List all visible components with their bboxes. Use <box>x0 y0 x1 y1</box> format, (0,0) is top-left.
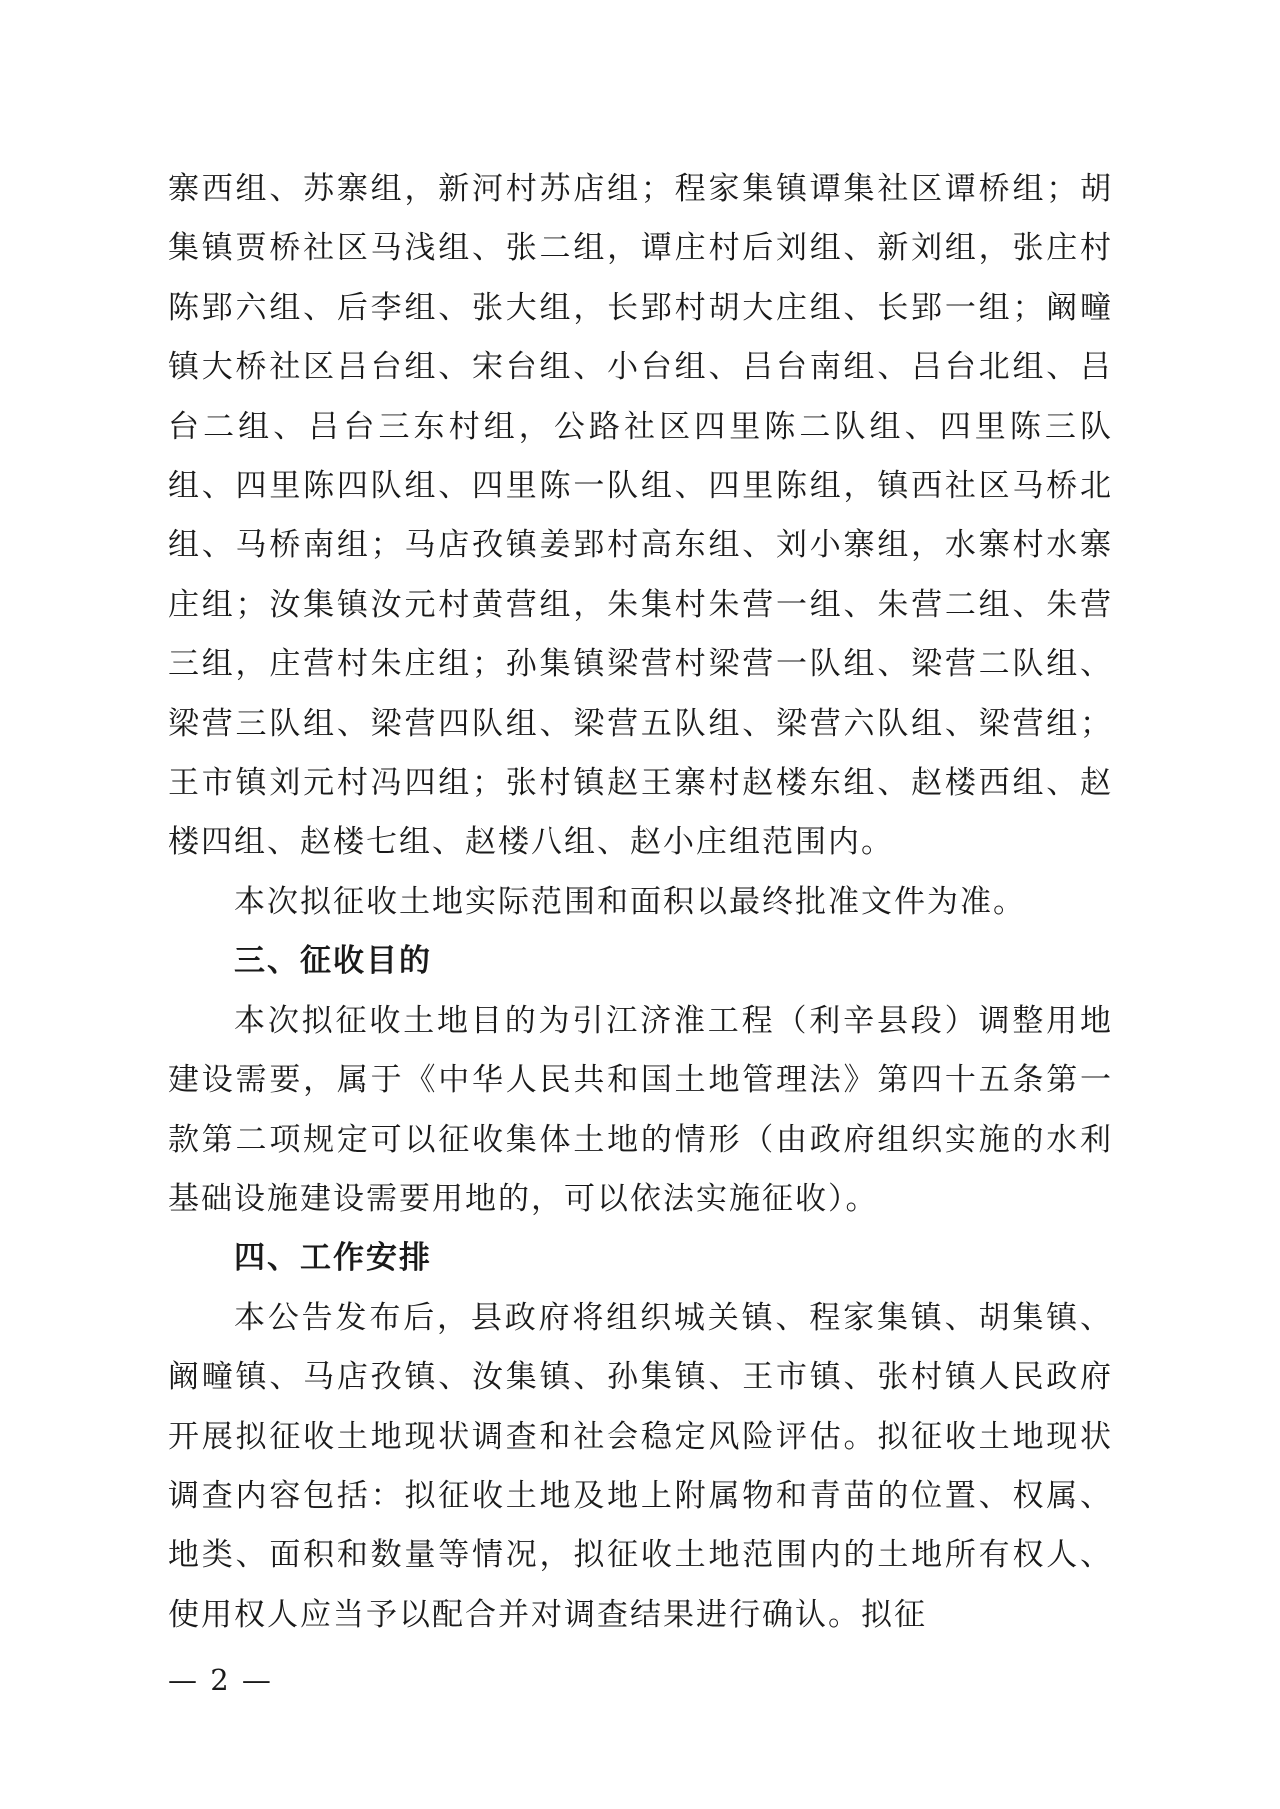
paragraph-scope-continued: 寨西组、苏寨组，新河村苏店组；程家集镇谭集社区谭桥组；胡集镇贾桥社区马浅组、张二组，谭庄村后刘组、新刘组，张庄村陈郢六组、后李组、张大组，长郢村胡大庄组、长郢一组；阚疃镇大桥社区吕台组、宋台组、小台组、吕台南组、吕台北组、吕台二组、吕台三东村组，公路社区四里陈二队组、四里陈三队组、四里陈四队组、四里陈一队组、四里陈组，镇西社区马桥北组、马桥南组；马店孜镇姜郢村高东组、刘小寨组，水寨村水寨庄组；汝集镇汝元村黄营组，朱集村朱营一组、朱营二组、朱营三组，庄营村朱庄组；孙集镇梁营村梁营一队组、梁营二队组、梁营三队组、梁营四队组、梁营五队组、梁营六队组、梁营组；王市镇刘元村冯四组；张村镇赵王寨村赵楼东组、赵楼西组、赵楼四组、赵楼七组、赵楼八组、赵小庄组范围内。 <box>168 171 1113 861</box>
page-number: — 2 — <box>168 1663 273 1697</box>
section-heading-work-arrangement: 四、工作安排 <box>234 1240 432 1277</box>
document-body <box>168 160 1113 1645</box>
paragraph-work-arrangement: 本公告发布后，县政府将组织城关镇、程家集镇、胡集镇、阚疃镇、马店孜镇、汝集镇、孙集镇、王市镇、张村镇人民政府开展拟征收土地现状调查和社会稳定风险评估。拟征收土地现状调查内容包括：拟征收土地及地上附属物和青苗的位置、权属、地类、面积和数量等情况，拟征收土地范围内的土地所有权人、使用权人应当予以配合并对调查结果进行确认。拟征 <box>168 1299 1113 1633</box>
section-heading-purpose: 三、征收目的 <box>234 943 432 980</box>
paragraph-purpose: 本次拟征收土地目的为引江济淮工程（利辛县段）调整用地建设需要，属于《中华人民共和国土地管理法》第四十五条第一款第二项规定可以征收集体土地的情形（由政府组织实施的水利基础设施建设需要用地的，可以依法实施征收）。 <box>168 1002 1113 1217</box>
paragraph-scope-note: 本次拟征收土地实际范围和面积以最终批准文件为准。 <box>234 883 1026 920</box>
